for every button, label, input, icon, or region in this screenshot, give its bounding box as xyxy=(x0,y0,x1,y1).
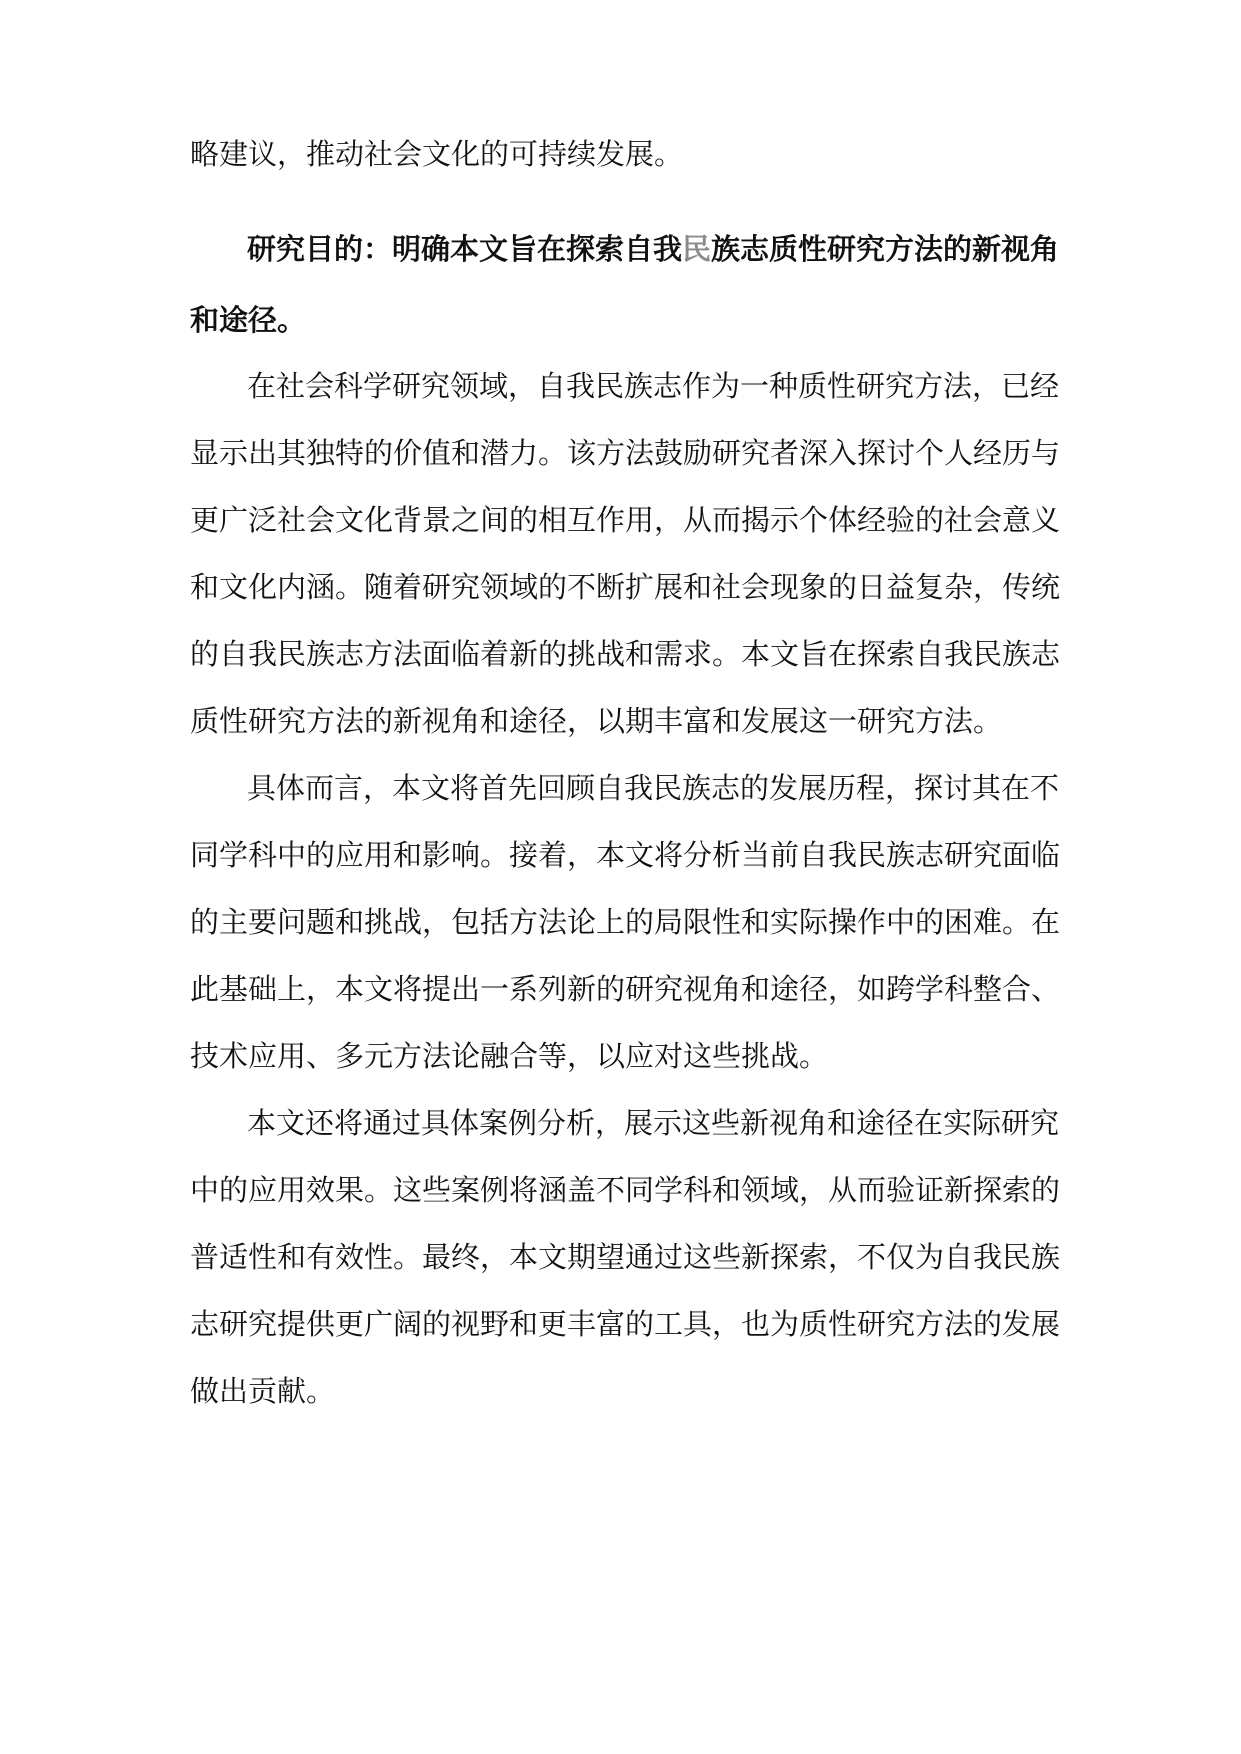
purpose-heading-line xyxy=(247,229,1070,269)
paragraph-line: 志研究提供更广阔的视野和更丰富的工具，也为质性研究方法的发展 xyxy=(190,1307,1061,1341)
paragraph-line: 同学科中的应用和影响。接着，本文将分析当前自我民族志研究面临 xyxy=(190,838,1061,872)
paragraph-line: 的自我民族志方法面临着新的挑战和需求。本文旨在探索自我民族志 xyxy=(190,637,1061,671)
paragraph-line: 和文化内涵。随着研究领域的不断扩展和社会现象的日益复杂，传统 xyxy=(190,570,1061,604)
paragraph-line: 普适性和有效性。最终，本文期望通过这些新探索，不仅为自我民族 xyxy=(190,1240,1061,1274)
heading-text: 研究目的：明确本文旨在探索自我 xyxy=(247,232,683,266)
paragraph-line: 显示出其独特的价值和潜力。该方法鼓励研究者深入探讨个人经历与 xyxy=(190,436,1061,470)
heading-text: 族志质性研究方法的新视角 xyxy=(711,232,1060,266)
paragraph-line: 本文还将通过具体案例分析，展示这些新视角和途径在实际研究 xyxy=(247,1106,1060,1140)
paragraph-line: 技术应用、多元方法论融合等，以应对这些挑战。 xyxy=(190,1039,829,1073)
heading-faint-char: 民 xyxy=(682,232,712,266)
paragraph-line: 具体而言，本文将首先回顾自我民族志的发展历程，探讨其在不 xyxy=(247,771,1060,805)
paragraph-line: 的主要问题和挑战，包括方法论上的局限性和实际操作中的困难。在 xyxy=(190,905,1061,939)
paragraph-line: 质性研究方法的新视角和途径，以期丰富和发展这一研究方法。 xyxy=(190,704,1003,738)
paragraph-line: 更广泛社会文化背景之间的相互作用，从而揭示个体经验的社会意义 xyxy=(190,503,1061,537)
paragraph-line: 做出贡献。 xyxy=(190,1374,336,1408)
paragraph-line: 略建议，推动社会文化的可持续发展。 xyxy=(190,137,684,171)
paragraph-line: 中的应用效果。这些案例将涵盖不同学科和领域，从而验证新探索的 xyxy=(190,1173,1061,1207)
paragraph-line: 此基础上，本文将提出一系列新的研究视角和途径，如跨学科整合、 xyxy=(190,972,1061,1006)
purpose-heading-line: 和途径。 xyxy=(190,303,307,337)
paragraph-line: 在社会科学研究领域，自我民族志作为一种质性研究方法，已经 xyxy=(247,369,1060,403)
